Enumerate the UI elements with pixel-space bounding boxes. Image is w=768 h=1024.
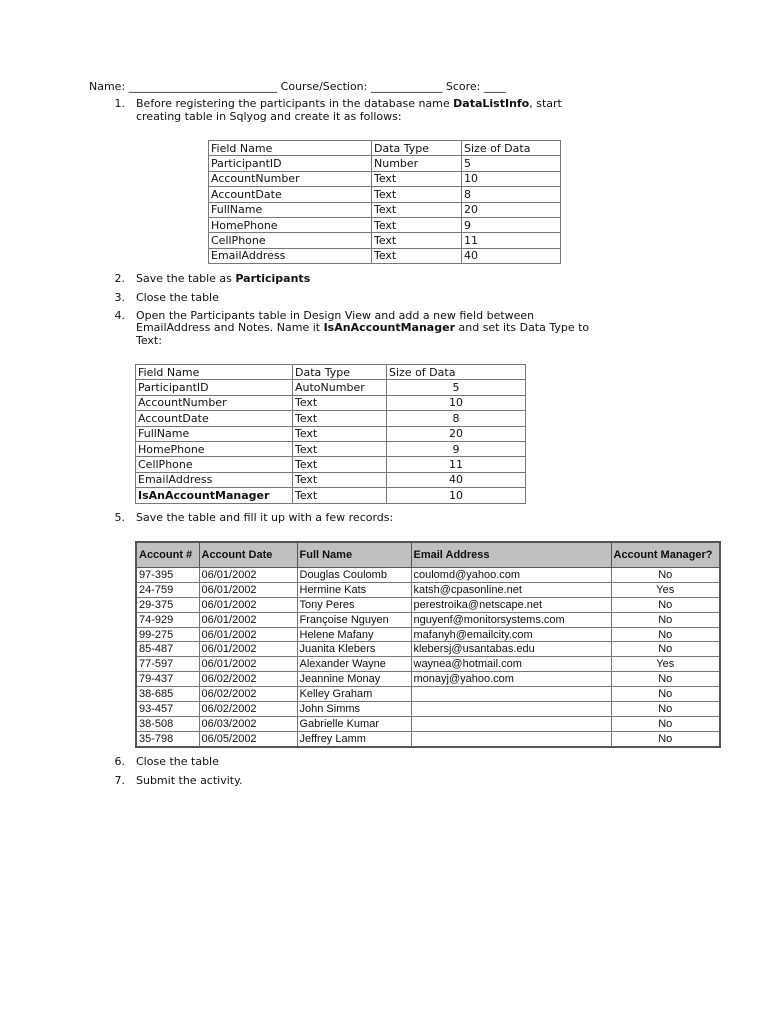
table-row xyxy=(136,426,526,441)
table-cell: AccountDate xyxy=(209,187,372,202)
table-cell: 40 xyxy=(387,472,526,487)
table-cell: 97-395 xyxy=(136,568,199,583)
table-cell: 40 xyxy=(462,248,561,263)
table-cell: No xyxy=(611,672,720,687)
column-header: Full Name xyxy=(297,542,411,568)
step-number: 7. xyxy=(114,774,125,787)
table-cell: katsh@cpasonline.net xyxy=(411,582,611,597)
step-number: 6. xyxy=(114,755,125,768)
table-cell: Juanita Klebers xyxy=(297,642,411,657)
table-cell: nguyenf@monitorsystems.com xyxy=(411,612,611,627)
step-number: 1. xyxy=(114,97,125,110)
table-row xyxy=(209,171,561,186)
table-cell: Text xyxy=(293,488,387,503)
score-label: Score: xyxy=(445,80,481,93)
header-line xyxy=(89,80,506,93)
column-header: Email Address xyxy=(411,542,611,568)
table-cell: No xyxy=(611,612,720,627)
table-cell: No xyxy=(611,642,720,657)
table-cell: Gabrielle Kumar xyxy=(297,716,411,731)
column-header: Data Type xyxy=(372,141,462,156)
table-cell: waynea@hotmail.com xyxy=(411,657,611,672)
table-cell: Françoise Nguyen xyxy=(297,612,411,627)
table-cell: John Simms xyxy=(297,702,411,717)
table-row xyxy=(136,488,526,503)
table-cell: AccountNumber xyxy=(209,171,372,186)
table-cell: 8 xyxy=(462,187,561,202)
table-cell: Text xyxy=(372,217,462,232)
table-cell: AccountDate xyxy=(136,411,293,426)
table-row xyxy=(136,472,526,487)
step-number: 2. xyxy=(114,272,125,285)
step-text-part: Before registering the participants in the database name xyxy=(136,97,454,110)
step-number: 3. xyxy=(114,291,125,304)
table-cell: No xyxy=(611,687,720,702)
step-text: Close the table xyxy=(136,291,219,304)
course-blank: _____________ xyxy=(370,80,443,93)
table-cell: Text xyxy=(293,472,387,487)
table-cell: Text xyxy=(293,395,387,410)
table-row xyxy=(136,716,720,731)
table-cell: EmailAddress xyxy=(209,248,372,263)
table-cell: CellPhone xyxy=(136,457,293,472)
fields-table-body xyxy=(136,365,526,504)
table-cell: 77-597 xyxy=(136,657,199,672)
table-cell: 06/02/2002 xyxy=(199,687,297,702)
table-cell: Text xyxy=(372,248,462,263)
table-cell: klebersj@usantabas.edu xyxy=(411,642,611,657)
table-cell: Helene Mafany xyxy=(297,627,411,642)
table-cell: 8 xyxy=(387,411,526,426)
table-cell: mafanyh@emailcity.com xyxy=(411,627,611,642)
step-text-part: EmailAddress and Notes. Name it xyxy=(136,321,324,334)
participants-records-table xyxy=(135,541,721,748)
table-cell: 85-487 xyxy=(136,642,199,657)
table-cell: 11 xyxy=(462,233,561,248)
table-cell: Text xyxy=(293,411,387,426)
table-cell: 11 xyxy=(387,457,526,472)
table-cell: 5 xyxy=(387,380,526,395)
table-cell: 06/01/2002 xyxy=(199,568,297,583)
table-cell: EmailAddress xyxy=(136,472,293,487)
table-header-row xyxy=(136,542,720,568)
name-label: Name: xyxy=(89,80,126,93)
database-name: DataListInfo xyxy=(453,97,530,110)
table-cell: 06/01/2002 xyxy=(199,642,297,657)
table-cell xyxy=(411,731,611,746)
step-text: Save the table and fill it up with a few records: xyxy=(136,511,394,524)
fields-table-initial xyxy=(208,140,561,264)
table-cell: 06/03/2002 xyxy=(199,716,297,731)
table-row xyxy=(136,568,720,583)
table-cell: Hermine Kats xyxy=(297,582,411,597)
table-row xyxy=(209,217,561,232)
table-row xyxy=(136,395,526,410)
column-header: Field Name xyxy=(136,365,293,380)
table-cell: 06/02/2002 xyxy=(199,672,297,687)
table-cell: Yes xyxy=(611,582,720,597)
table-cell: 74-929 xyxy=(136,612,199,627)
records-header xyxy=(136,542,720,568)
table-cell: 38-685 xyxy=(136,687,199,702)
step-text: Open the Participants table in Design View and add a new field between xyxy=(136,309,535,322)
table-cell: IsAnAccountManager xyxy=(136,488,293,503)
table-cell: 10 xyxy=(462,171,561,186)
step-text: Text: xyxy=(136,334,162,347)
step-text-part: Save the table as xyxy=(136,272,236,285)
table-row xyxy=(209,202,561,217)
score-blank: ____ xyxy=(483,80,506,93)
table-cell: 9 xyxy=(462,217,561,232)
column-header: Field Name xyxy=(209,141,372,156)
table-cell: 35-798 xyxy=(136,731,199,746)
step-text: Close the table xyxy=(136,755,219,768)
column-header: Account Date xyxy=(199,542,297,568)
column-header: Data Type xyxy=(293,365,387,380)
table-row xyxy=(136,612,720,627)
step-text-part: , start xyxy=(529,97,562,110)
fields-table-body xyxy=(209,141,561,264)
table-row xyxy=(136,642,720,657)
column-header: Size of Data xyxy=(387,365,526,380)
table-cell: 5 xyxy=(462,156,561,171)
table-row xyxy=(209,248,561,263)
table-cell: No xyxy=(611,702,720,717)
table-cell: 99-275 xyxy=(136,627,199,642)
table-row xyxy=(209,233,561,248)
table-cell: 29-375 xyxy=(136,597,199,612)
table-row xyxy=(136,597,720,612)
step-text xyxy=(136,97,562,110)
table-row xyxy=(136,457,526,472)
table-cell: 06/01/2002 xyxy=(199,612,297,627)
table-cell: Jeannine Monay xyxy=(297,672,411,687)
step-number: 5. xyxy=(114,511,125,524)
table-cell: ParticipantID xyxy=(209,156,372,171)
table-cell: 10 xyxy=(387,395,526,410)
column-header: Size of Data xyxy=(462,141,561,156)
table-cell: No xyxy=(611,716,720,731)
new-field-name: IsAnAccountManager xyxy=(323,321,455,334)
table-cell: Text xyxy=(293,426,387,441)
table-cell: Kelley Graham xyxy=(297,687,411,702)
fields-table-updated xyxy=(135,364,526,504)
table-cell: 38-508 xyxy=(136,716,199,731)
table-cell: No xyxy=(611,568,720,583)
table-cell: No xyxy=(611,627,720,642)
table-row xyxy=(136,672,720,687)
table-cell: Number xyxy=(372,156,462,171)
table-row xyxy=(136,702,720,717)
table-cell: Text xyxy=(372,171,462,186)
table-row xyxy=(209,187,561,202)
table-cell: Tony Peres xyxy=(297,597,411,612)
table-row xyxy=(136,627,720,642)
table-cell: AccountNumber xyxy=(136,395,293,410)
table-row xyxy=(136,411,526,426)
table-cell: 06/05/2002 xyxy=(199,731,297,746)
table-cell: CellPhone xyxy=(209,233,372,248)
step-text: Submit the activity. xyxy=(136,774,243,787)
table-cell: monayj@yahoo.com xyxy=(411,672,611,687)
table-cell: AutoNumber xyxy=(293,380,387,395)
table-name: Participants xyxy=(235,272,311,285)
step-text: creating table in Sqlyog and create it as follows: xyxy=(136,110,402,123)
records-body xyxy=(136,568,720,747)
table-cell: No xyxy=(611,731,720,746)
table-cell: Text xyxy=(372,233,462,248)
table-header-row xyxy=(209,141,561,156)
table-cell: Text xyxy=(372,202,462,217)
table-cell: HomePhone xyxy=(136,441,293,456)
table-cell: 9 xyxy=(387,441,526,456)
table-row xyxy=(136,687,720,702)
table-cell: HomePhone xyxy=(209,217,372,232)
table-cell: Text xyxy=(293,441,387,456)
table-cell xyxy=(411,687,611,702)
table-cell: Jeffrey Lamm xyxy=(297,731,411,746)
column-header: Account Manager? xyxy=(611,542,720,568)
column-header: Account # xyxy=(136,542,199,568)
table-row xyxy=(136,380,526,395)
table-cell: Douglas Coulomb xyxy=(297,568,411,583)
table-cell: 24-759 xyxy=(136,582,199,597)
name-blank: ___________________________ xyxy=(128,80,278,93)
table-cell: coulomd@yahoo.com xyxy=(411,568,611,583)
table-cell: No xyxy=(611,597,720,612)
table-cell: 20 xyxy=(387,426,526,441)
table-cell: FullName xyxy=(209,202,372,217)
table-cell: Text xyxy=(293,457,387,472)
step-text xyxy=(136,272,310,285)
table-cell: 79-437 xyxy=(136,672,199,687)
table-cell: Alexander Wayne xyxy=(297,657,411,672)
table-cell: FullName xyxy=(136,426,293,441)
table-cell: 06/01/2002 xyxy=(199,582,297,597)
table-row xyxy=(209,156,561,171)
table-cell: Text xyxy=(372,187,462,202)
table-cell: 20 xyxy=(462,202,561,217)
table-row xyxy=(136,657,720,672)
table-row xyxy=(136,582,720,597)
table-cell: perestroika@netscape.net xyxy=(411,597,611,612)
table-cell: 10 xyxy=(387,488,526,503)
table-cell: 06/01/2002 xyxy=(199,627,297,642)
table-cell: ParticipantID xyxy=(136,380,293,395)
course-label: Course/Section: xyxy=(280,80,368,93)
table-header-row xyxy=(136,365,526,380)
step-number: 4. xyxy=(114,309,125,322)
table-cell: 06/01/2002 xyxy=(199,657,297,672)
table-cell: 06/01/2002 xyxy=(199,597,297,612)
table-cell xyxy=(411,702,611,717)
table-cell: 93-457 xyxy=(136,702,199,717)
table-row xyxy=(136,731,720,746)
step-text xyxy=(136,321,589,334)
step-text-part: and set its Data Type to xyxy=(455,321,590,334)
table-cell xyxy=(411,716,611,731)
table-cell: Yes xyxy=(611,657,720,672)
table-row xyxy=(136,441,526,456)
table-cell: 06/02/2002 xyxy=(199,702,297,717)
